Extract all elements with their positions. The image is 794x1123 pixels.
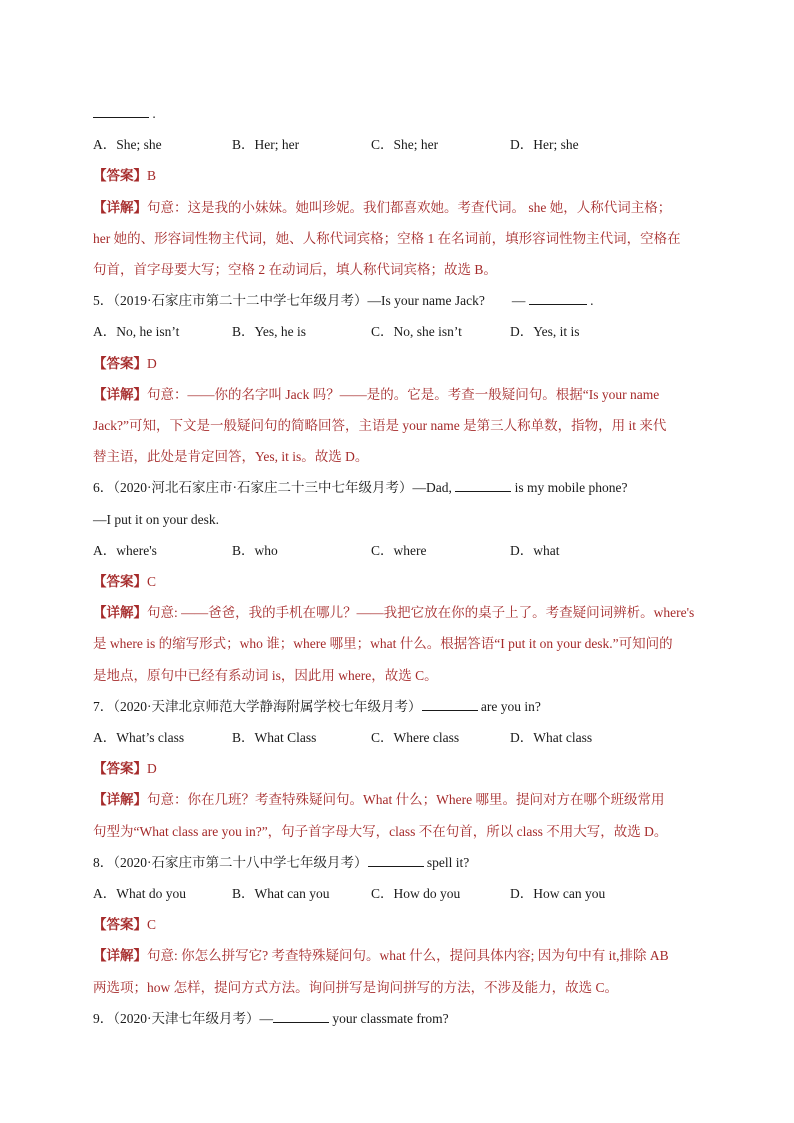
q6-options	[93, 535, 713, 566]
answer-blank	[273, 1021, 329, 1023]
q5-option-a: A．No, he isn’t	[93, 324, 180, 340]
detail-tag: 【详解】	[93, 605, 147, 621]
q4-detail-3: 句首，首字母要大写；空格 2 在动词后，填人称代词宾格；故选 B。	[93, 262, 497, 278]
detail-tag: 【详解】	[93, 199, 147, 215]
q6-detail-2: 是 where is 的缩写形式；who 谁；where 哪里；what 什么。根据答语“I put it on your desk.”可知问的	[93, 636, 673, 652]
answer-value: C	[147, 574, 157, 590]
q7-detail-1	[93, 784, 713, 815]
q4-answer	[93, 160, 713, 191]
q8-option-d: D．How can you	[510, 886, 606, 902]
q5-detail-3: 替主语，此处是肯定回答，Yes, it is。故选 D。	[93, 449, 369, 465]
q6-stem-text: 6．（2020·河北石家庄市·石家庄二十三中七年级月考）—Dad,	[93, 480, 456, 496]
q4-option-a: A．She; she	[93, 137, 162, 153]
q8-option-c: C．How do you	[371, 886, 461, 902]
q4-detail-1	[93, 192, 713, 223]
q5-stem-tail: .	[586, 293, 594, 309]
q4-option-b: B．Her; her	[232, 137, 300, 153]
q6-option-a: A．where's	[93, 542, 157, 558]
answer-blank	[422, 709, 478, 711]
q6-stem-tail: is my mobile phone?	[511, 480, 628, 496]
q9-stem-tail: your classmate from?	[329, 1010, 449, 1026]
detail-tag: 【详解】	[93, 948, 147, 964]
q4-option-c: C．She; her	[371, 137, 439, 153]
q6-detail-3: 是地点，原句中已经有系动词 is，因此用 where，故选 C。	[93, 667, 438, 683]
detail-text: 句意: 你怎么拼写它? 考查特殊疑问句。what 什么，提问具体内容; 因为句中有 it,排除 AB	[147, 948, 669, 964]
q7-answer	[93, 753, 713, 784]
q5-option-d: D．Yes, it is	[510, 324, 580, 340]
answer-value: D	[147, 761, 157, 777]
q7-stem-tail: are you in?	[477, 698, 541, 714]
q5-detail-1	[93, 379, 713, 410]
detail-text: 句意：你在几班？考查特殊疑问句。What 什么；Where 哪里。提问对方在哪个班级常用	[147, 792, 665, 808]
answer-tag: 【答案】	[93, 574, 147, 590]
answer-blank	[455, 490, 511, 492]
q8-stem-tail: spell it?	[423, 854, 470, 870]
answer-tag: 【答案】	[93, 355, 147, 371]
detail-text: 句意：这是我的小妹妹。她叫珍妮。我们都喜欢她。考查代词。 she 她，人称代词主格；	[147, 199, 672, 215]
q5-stem	[93, 285, 713, 316]
q5-stem-text: 5．（2019·石家庄市第二十二中学七年级月考）—Is your name Jack? —	[93, 293, 529, 309]
q5-option-c: C．No, she isn’t	[371, 324, 462, 340]
q6-option-d: D．what	[510, 542, 560, 558]
prev-question-tail	[93, 98, 713, 129]
q7-detail-2: 句型为“What class are you in?”，句子首字母大写，class 不在句首，所以 class 不用大写，故选 D。	[93, 823, 668, 839]
answer-value: B	[147, 168, 157, 184]
q7-options	[93, 722, 713, 753]
detail-tag: 【详解】	[93, 386, 147, 402]
answer-blank	[368, 865, 424, 867]
q6-stem	[93, 472, 713, 503]
worksheet-page	[93, 98, 713, 1034]
q5-detail-2: Jack?”可知，下文是一般疑问句的简略回答，主语是 your name 是第三人称单数，指物，用 it 来代	[93, 418, 667, 434]
q8-options	[93, 878, 713, 909]
q7-option-c: C．Where class	[371, 730, 460, 746]
answer-blank	[93, 116, 149, 118]
q8-option-a: A．What do you	[93, 886, 186, 902]
q4-options	[93, 129, 713, 160]
q9-stem-text: 9．（2020·天津七年级月考）—	[93, 1010, 273, 1026]
q7-option-d: D．What class	[510, 730, 593, 746]
answer-tag: 【答案】	[93, 761, 147, 777]
answer-tag: 【答案】	[93, 168, 147, 184]
detail-tag: 【详解】	[93, 792, 147, 808]
answer-tag: 【答案】	[93, 917, 147, 933]
q6-answer	[93, 566, 713, 597]
q8-stem	[93, 847, 713, 878]
q8-detail-2: 两选项；how 怎样，提问方式方法。询问拼写是询问拼写的方法，不涉及能力，故选 C。	[93, 979, 619, 995]
q7-stem	[93, 691, 713, 722]
q6-detail-1	[93, 597, 713, 628]
punctuation: .	[149, 106, 156, 121]
q8-answer	[93, 909, 713, 940]
q5-options	[93, 316, 713, 347]
detail-text: 句意：——你的名字叫 Jack 吗？——是的。它是。考查一般疑问句。根据“Is your name	[147, 386, 660, 402]
q5-answer	[93, 348, 713, 379]
q6-option-c: C．where	[371, 542, 427, 558]
q7-option-b: B．What Class	[232, 730, 317, 746]
answer-value: D	[147, 355, 157, 371]
answer-blank	[529, 303, 587, 305]
q8-detail-1	[93, 940, 713, 971]
q4-detail-2: her 她的、形容词性物主代词，她、人称代词宾格；空格 1 在名词前，填形容词性物主代词，空格在	[93, 230, 681, 246]
detail-text: 句意: ——爸爸，我的手机在哪儿？——我把它放在你的桌子上了。考查疑问词辨析。where's	[147, 605, 695, 621]
q7-stem-text: 7．（2020·天津北京师范大学静海附属学校七年级月考）	[93, 698, 422, 714]
q8-stem-text: 8．（2020·石家庄市第二十八中学七年级月考）	[93, 854, 368, 870]
q4-option-d: D．Her; she	[510, 137, 579, 153]
q9-stem	[93, 1003, 713, 1034]
q7-option-a: A．What’s class	[93, 730, 185, 746]
q6-stem-line2: —I put it on your desk.	[93, 511, 219, 527]
q5-option-b: B．Yes, he is	[232, 324, 307, 340]
q8-option-b: B．What can you	[232, 886, 330, 902]
answer-value: C	[147, 917, 157, 933]
q6-option-b: B．who	[232, 542, 278, 558]
